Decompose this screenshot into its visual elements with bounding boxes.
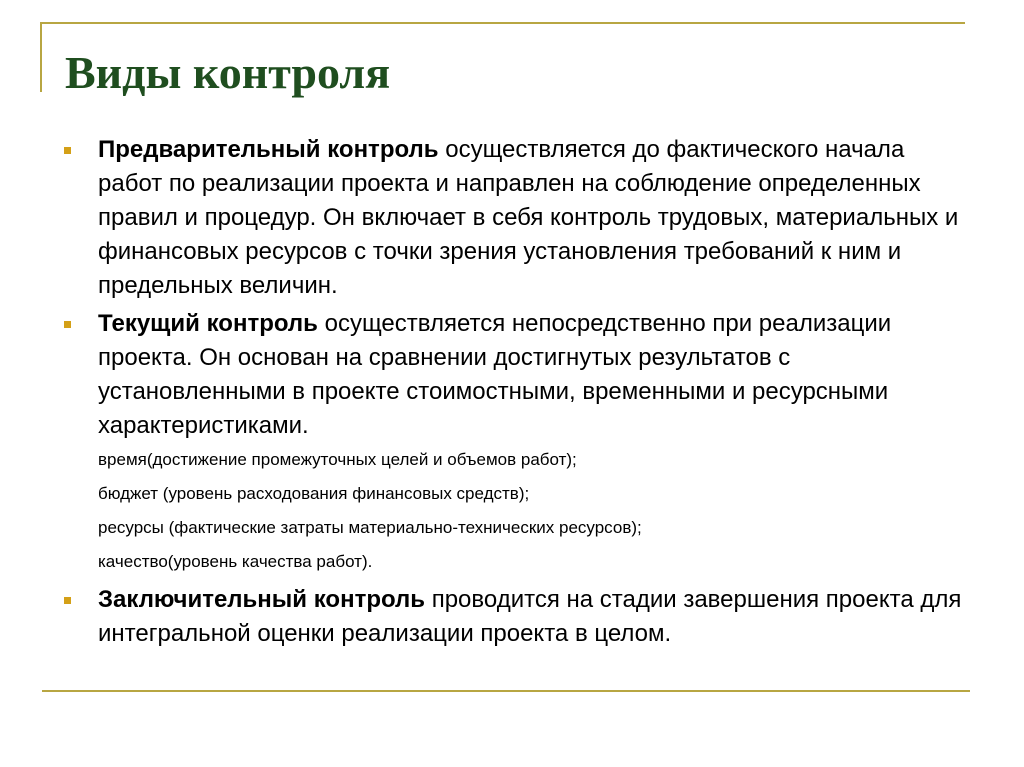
slide-title: Виды контроля [65, 47, 391, 98]
subitem-quality: качество(уровень качества работ). [98, 552, 373, 571]
square-bullet-icon [64, 597, 71, 604]
bullet-item-current [64, 307, 964, 443]
square-bullet-icon [64, 147, 71, 154]
bullet-item-preliminary [64, 133, 964, 303]
subitem-budget: бюджет (уровень расходования финансовых средств); [98, 484, 530, 503]
subitem-time: время(достижение промежуточных целей и объемов работ); [98, 450, 577, 469]
term-current: Текущий контроль [98, 310, 318, 337]
square-bullet-icon [64, 321, 71, 328]
term-final: Заключительный контроль [98, 586, 426, 613]
term-preliminary: Предварительный контроль [98, 136, 439, 163]
frame-left-line [40, 22, 42, 92]
text-preliminary: осуществляется до фактического начала работ по реализации проекта и направлен на соблюдение определенных правил и процедур. Он включает в себя контроль трудовых, материальных и финансовых ресурсов с точки зрения установления требований к ним и предельных величин. [98, 136, 959, 299]
bullet-item-final [64, 583, 964, 651]
frame-bottom-line [42, 690, 970, 692]
text-final: проводится на стадии завершения проекта для интегральной оценки реализации проекта в целом. [98, 586, 962, 647]
frame-top-line [40, 22, 965, 24]
text-current: осуществляется непосредственно при реализации проекта. Он основан на сравнении достигнутых результатов с установленными в проекте стоимостными, временными и ресурсными характеристиками. [98, 310, 892, 439]
subitem-resources: ресурсы (фактические затраты материально-технических ресурсов); [98, 518, 642, 537]
slide-content [64, 133, 964, 651]
